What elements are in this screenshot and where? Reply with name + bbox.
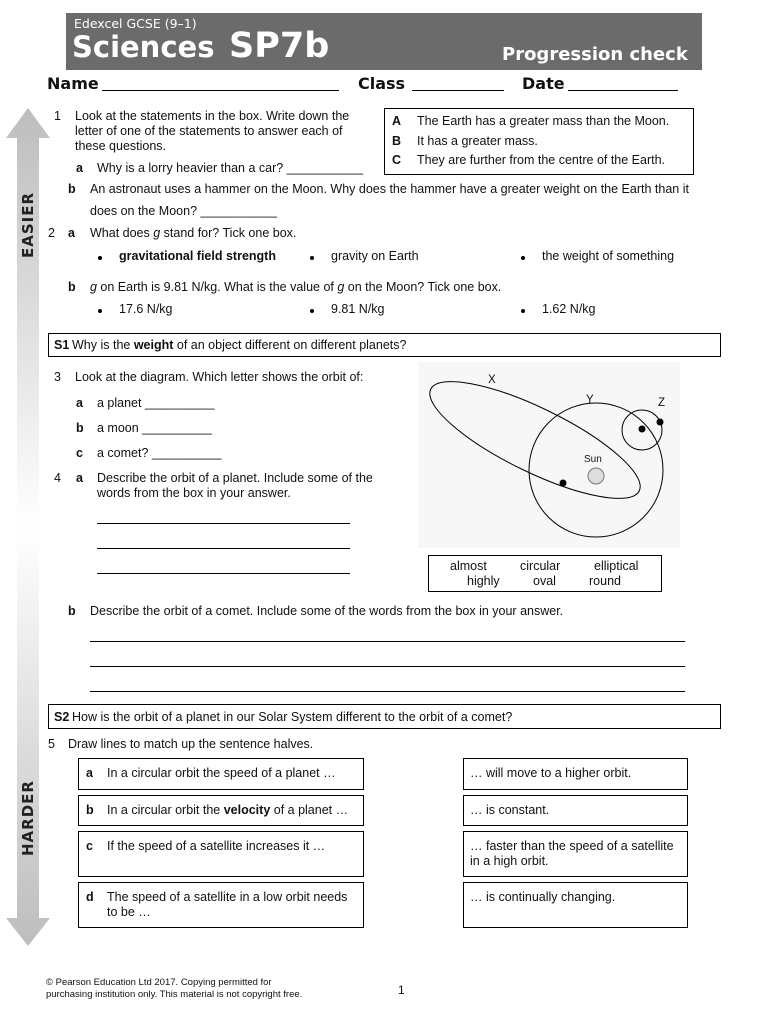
sun-circle — [588, 468, 604, 484]
answer-line[interactable] — [97, 548, 350, 549]
tick-box[interactable] — [310, 256, 314, 260]
header-subtitle: Edexcel GCSE (9–1) — [74, 16, 197, 31]
q2a-option: gravitational field strength — [119, 249, 276, 263]
planet-dot — [639, 426, 646, 433]
orbit-diagram — [418, 362, 680, 548]
word: round — [589, 574, 621, 588]
tick-box[interactable] — [310, 309, 314, 313]
word-box — [428, 555, 662, 592]
q3b-text: a moon __________ — [97, 421, 212, 435]
q2b-option: 1.62 N/kg — [542, 302, 596, 316]
answer-line[interactable] — [97, 523, 350, 524]
q4-number: 4 — [54, 471, 61, 485]
q1-intro: Look at the statements in the box. Write down the letter of one of the statements to answer each of these questions. — [75, 109, 350, 153]
label-sun: Sun — [584, 454, 602, 465]
class-label: Class — [358, 74, 406, 93]
date-field[interactable] — [568, 90, 678, 91]
s2-label: S2 — [54, 710, 70, 724]
header-sheet-type: Progression check — [502, 44, 688, 65]
statement-letter: A — [392, 114, 402, 128]
q3c-text: a comet? __________ — [97, 446, 222, 460]
q4b-text: Describe the orbit of a comet. Include some of the words from the box in your answer. — [90, 604, 564, 618]
s2-question-box — [48, 704, 721, 729]
answer-line[interactable] — [90, 691, 685, 692]
word: highly — [467, 574, 500, 588]
name-label: Name — [47, 74, 99, 93]
header-code: SP7b — [229, 26, 330, 66]
tick-box[interactable] — [98, 256, 102, 260]
match-left-a[interactable]: a In a circular orbit the speed of a planet … — [78, 758, 364, 790]
tick-box[interactable] — [521, 309, 525, 313]
s1-text: Why is the weight of an object different on different planets? — [72, 338, 407, 352]
q2a-text: What does g stand for? Tick one box. — [90, 226, 297, 240]
header-banner — [66, 13, 702, 70]
q3-number: 3 — [54, 370, 61, 384]
s1-question-box — [48, 333, 721, 357]
tick-box[interactable] — [521, 256, 525, 260]
harder-label: HARDER — [19, 780, 37, 856]
copyright-notice: © Pearson Education Ltd 2017. Copying permitted for purchasing institution only. This material is not copyright free. — [46, 977, 303, 1000]
label-y: Y — [586, 394, 594, 406]
date-label: Date — [522, 74, 565, 93]
q3c-label: c — [76, 446, 83, 460]
easier-label: EASIER — [19, 191, 37, 259]
statement-text: They are further from the centre of the Earth. — [417, 153, 666, 167]
word: elliptical — [594, 559, 639, 573]
page-number: 1 — [398, 983, 405, 997]
q2a-label: a — [68, 226, 75, 240]
q1a-label: a — [76, 161, 83, 175]
q4a-text: Describe the orbit of a planet. Include some of the words from the box in your answer. — [97, 471, 373, 500]
statement-text: It has a greater mass. — [417, 134, 538, 148]
q2b-label: b — [68, 280, 76, 294]
statement-text: The Earth has a greater mass than the Moon. — [417, 114, 670, 128]
q1-statement-box — [384, 108, 694, 175]
q2b-text: g on Earth is 9.81 N/kg. What is the value of g on the Moon? Tick one box. — [90, 280, 502, 294]
q2a-option: the weight of something — [542, 249, 675, 263]
statement-letter: C — [392, 153, 402, 167]
q2a-option: gravity on Earth — [331, 249, 419, 263]
q1b-text-2: does on the Moon? ___________ — [90, 204, 277, 218]
word: circular — [520, 559, 561, 573]
q3b-label: b — [76, 421, 84, 435]
s1-label: S1 — [54, 338, 70, 352]
name-field[interactable] — [102, 90, 339, 91]
q1a-text: Why is a lorry heavier than a car? ___________ — [97, 161, 364, 175]
statement-letter: B — [392, 134, 402, 148]
word: oval — [533, 574, 556, 588]
match-right-1[interactable]: … will move to a higher orbit. — [463, 758, 688, 790]
word: almost — [450, 559, 487, 573]
q1b-label: b — [68, 182, 76, 196]
q4a-label: a — [76, 471, 83, 485]
q2b-option: 17.6 N/kg — [119, 302, 173, 316]
q3-intro: Look at the diagram. Which letter shows the orbit of: — [75, 370, 364, 384]
label-x: X — [488, 374, 496, 386]
q1-number: 1 — [54, 109, 61, 123]
label-z: Z — [658, 397, 666, 409]
q1b-text: An astronaut uses a hammer on the Moon. Why does the hammer have a greater weight on the Earth than it — [90, 182, 689, 196]
match-right-2[interactable]: … is constant. — [463, 795, 688, 826]
answer-line[interactable] — [97, 573, 350, 574]
match-right-4[interactable]: … is continually changing. — [463, 882, 688, 928]
q5-intro: Draw lines to match up the sentence halves. — [68, 737, 314, 751]
class-field[interactable] — [412, 90, 504, 91]
match-left-b[interactable]: b In a circular orbit the velocity of a planet … — [78, 795, 364, 826]
q3a-label: a — [76, 396, 83, 410]
answer-line[interactable] — [90, 666, 685, 667]
q3a-text: a planet __________ — [97, 396, 215, 410]
s2-text: How is the orbit of a planet in our Solar System different to the orbit of a comet? — [72, 710, 513, 724]
match-left-d[interactable]: d The speed of a satellite in a low orbit needs to be … — [78, 882, 364, 928]
match-right-3[interactable]: … faster than the speed of a satellite in a high orbit. — [463, 831, 688, 877]
header-subject: Sciences — [72, 30, 215, 64]
tick-box[interactable] — [98, 309, 102, 313]
q5-number: 5 — [48, 737, 55, 751]
answer-line[interactable] — [90, 641, 685, 642]
q4b-label: b — [68, 604, 76, 618]
q2-number: 2 — [48, 226, 55, 240]
match-left-c[interactable]: c If the speed of a satellite increases it … — [78, 831, 364, 877]
moon-dot — [657, 419, 664, 426]
q2b-option: 9.81 N/kg — [331, 302, 385, 316]
comet-dot — [560, 480, 567, 487]
